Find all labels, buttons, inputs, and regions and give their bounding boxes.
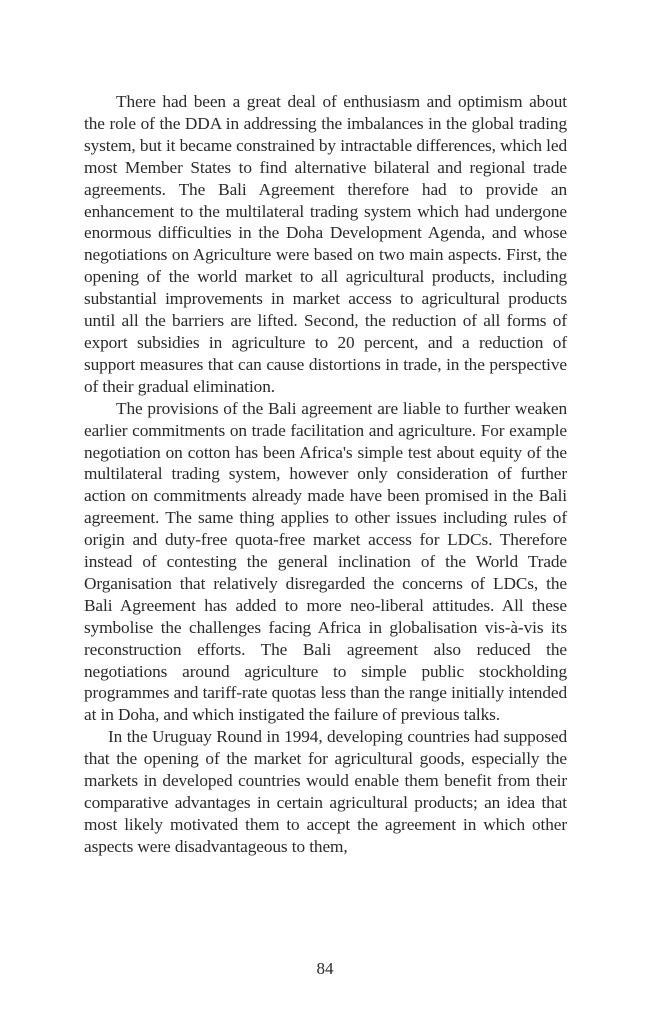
paragraph-1: There had been a great deal of enthusiasm and optimism about the role of the DDA in addressing the imbalances in the global trading system, but it became constrained by intractable differences, which led most Member States to find alternative bilateral and regional trade agreements. The Bali Agreement therefore had to provide an enhancement to the multilateral trading system which had undergone enormous difficulties in the Doha Development Agenda, and whose negotiations on Agriculture were based on two main aspects. First, the opening of the world market to all agricultural products, including substantial improvements in market access to agricultural products until all the barriers are lifted. Second, the reduction of all forms of export subsidies in agriculture to 20 percent, and a reduction of support measures that can cause distortions in trade, in the perspective of their gradual elimination. (84, 92, 567, 396)
page-number: 84 (316, 959, 334, 978)
paragraph-2: The provisions of the Bali agreement are liable to further weaken earlier commitments on trade facilitation and agriculture. For example negotiation on cotton has been Africa's simple test about equity of the multilateral trading system, however only consideration of further action on commitments already made have been promised in the Bali agreement. The same thing applies to other issues including rules of origin and duty-free quota-free market access for LDCs. Therefore instead of contesting the general inclination of the World Trade Organisation that relatively disregarded the concerns of LDCs, the Bali Agreement has added to more neo-liberal attitudes. All these symbolise the challenges facing Africa in globalisation vis-à-vis its reconstruction efforts. The Bali agreement also reduced the negotiations around agriculture to simple public stockholding programmes and tariff-rate quotas less than the range initially intended at in Doha, and which instigated the failure of previous talks. (84, 398, 567, 725)
paragraph-3: In the Uruguay Round in 1994, developing countries had supposed that the opening of the market for agricultural goods, especially the markets in developed countries would enable them benefit from their comparative advantages in certain agricultural products; an idea that most likely motivated them to accept the agreement in which other aspects were disadvantageous to them, (84, 727, 567, 856)
body-text (84, 91, 567, 858)
